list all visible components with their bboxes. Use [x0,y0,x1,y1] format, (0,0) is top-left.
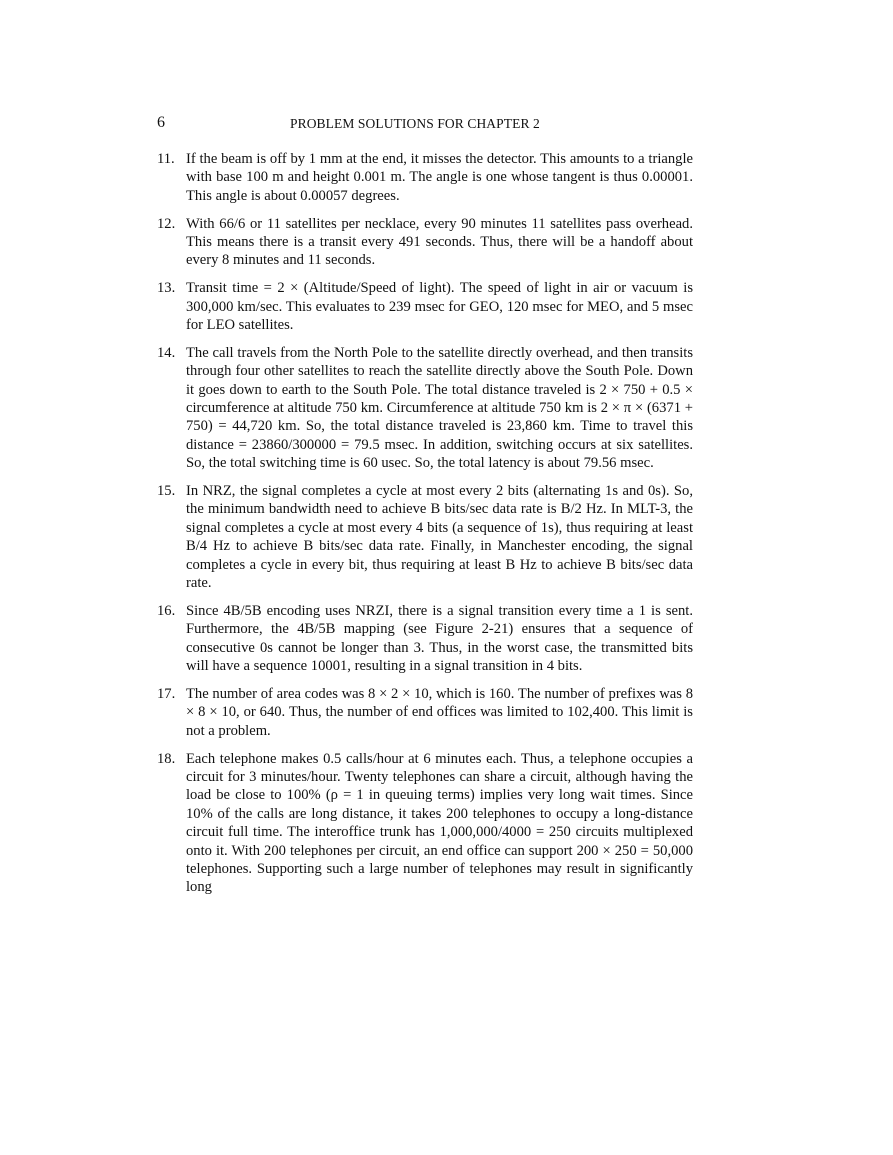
problem-text: The call travels from the North Pole to the satellite directly overhead, and then transits through four other satellites to reach the satellite directly above the South Pole. Down it goes down to earth to the South Pole. The total distance traveled is 2 × 750 + 0.5 × circumference at altitude 750 km. Circumference at altitude 750 km is 2 × π × (6371 + 750) = 44,720 km. So, the total distance traveled is 23,860 km. Time to travel this distance = 23860/300000 = 79.5 msec. In addition, switching occurs at six satellites. So, the total switching time is 60 usec. So, the total latency is about 79.56 msec. [186,344,693,472]
problem-number: 16. [157,602,176,619]
problem-item [157,279,693,334]
problem-number: 15. [157,483,176,500]
problem-item [157,750,693,897]
problem-number: 18. [157,750,176,767]
problem-text: With 66/6 or 11 satellites per necklace, every 90 minutes 11 satellites pass overhead. This means there is a transit every 491 seconds. Thus, there will be a handoff about every 8 minutes and 11 seconds. [186,215,693,269]
problem-text: If the beam is off by 1 mm at the end, it misses the detector. This amounts to a triangle with base 100 m and height 0.001 m. The angle is one whose tangent is thus 0.00001. This angle is about 0.00057 degrees. [186,151,693,204]
problem-number: 17. [157,685,176,702]
problem-text: In NRZ, the signal completes a cycle at most every 2 bits (alternating 1s and 0s). So, the minimum bandwidth need to achieve B bits/sec data rate is B/2 Hz. In MLT-3, the signal completes a cycle at most every 4 bits (a sequence of 1s), thus requiring at least B/4 Hz to achieve B bits/sec data rate. Finally, in Manchester encoding, the signal completes a cycle in every bit, thus requiring at least B Hz to achieve B bits/sec data rate. [186,483,693,592]
problem-item [157,150,693,205]
problem-item [157,602,693,676]
problem-text: Each telephone makes 0.5 calls/hour at 6 minutes each. Thus, a telephone occupies a circuit for 3 minutes/hour. Twenty telephones can share a circuit, although having the load be close to 100% (ρ = 1 in queuing terms) implies very long wait times. Since 10% of the calls are long distance, it takes 200 telephones to occupy a long-distance circuit full time. The interoffice trunk has 1,000,000/4000 = 250 circuits multiplexed onto it. With 200 telephones per circuit, an end office can support 200 × 250 = 50,000 telephones. Supporting such a large number of telephones may result in significantly long [186,750,693,896]
problem-number: 14. [157,344,176,361]
problem-item [157,215,693,270]
problem-item [157,685,693,740]
problem-text: Since 4B/5B encoding uses NRZI, there is a signal transition every time a 1 is sent. Furthermore, the 4B/5B mapping (see Figure 2-21) ensures that a sequence of consecutive 0s cannot be longer than 3. Thus, in the worst case, the transmitted bits will have a sequence 10001, resulting in a signal transition in 4 bits. [186,602,693,675]
problem-text: The number of area codes was 8 × 2 × 10, which is 160. The number of prefixes was 8 × 8 × 10, or 640. Thus, the number of end offices was limited to 102,400. This limit is not a problem. [186,685,693,739]
problem-number: 12. [157,215,176,232]
problem-number: 11. [157,151,175,167]
solutions-list [157,150,693,906]
problem-number: 13. [157,280,176,297]
problem-item [157,344,693,473]
problem-item [157,482,693,592]
page-number: 6 [157,114,165,131]
running-head: PROBLEM SOLUTIONS FOR CHAPTER 2 [290,116,540,131]
problem-text: Transit time = 2 × (Altitude/Speed of light). The speed of light in air or vacuum is 300,000 km/sec. This evaluates to 239 msec for GEO, 120 msec for MEO, and 5 msec for LEO satellites. [186,280,693,334]
